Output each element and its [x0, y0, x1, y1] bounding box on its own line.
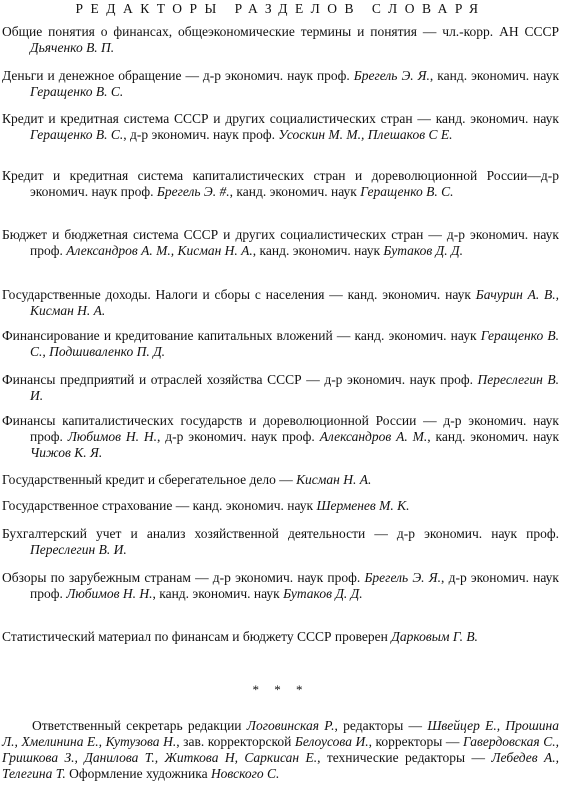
- staff-text: , зав. корректорской: [176, 734, 292, 749]
- staff-name: Новского С.: [210, 766, 280, 781]
- entry-section: Статистический материал по финансам и бюджету СССР проверен: [2, 629, 388, 644]
- entry-tail: , канд. экономич. наук: [429, 68, 560, 83]
- entry-editors: Брегель Э. #.: [156, 184, 230, 199]
- entry-section: Кредит и кредитная система СССР и других социалистических стран — канд. экономич. наук: [2, 111, 559, 126]
- staff-text: , технические редакторы —: [317, 750, 485, 765]
- staff-name: Лебедев А., Телегина Т.: [2, 750, 559, 781]
- entry-section: Финансирование и кредитование капитальных вложений — канд. экономич. наук: [2, 328, 477, 343]
- entry-section: Бюджет и бюджетная система СССР и других социалистических стран — д-р экономич. наук проф.: [2, 227, 559, 258]
- entry-tail: , канд. экономич. наук: [252, 243, 381, 258]
- entry-section: Кредит и кредитная система капиталистических стран и дореволюционной России—д-р экономич. наук проф.: [2, 168, 559, 199]
- entry-editors: Дьяченко В. П.: [30, 40, 115, 55]
- editorial-staff-paragraph: [2, 718, 559, 782]
- entry-editors-2: Бутаков Д. Д.: [383, 243, 463, 258]
- entry-money-circulation: [2, 68, 559, 100]
- entry-editors: Шерменев М. К.: [316, 498, 410, 513]
- staff-text: , корректоры —: [368, 734, 460, 749]
- entry-editors: Дарковым Г. В.: [391, 629, 478, 644]
- entry-editors: Брегель Э. Я.: [353, 68, 430, 83]
- entry-tail-2: , канд. экономич. наук: [152, 586, 280, 601]
- entry-section: Государственные доходы. Налоги и сборы с населения — канд. экономич. наук: [2, 287, 471, 302]
- entry-state-insurance: [2, 498, 559, 514]
- entry-editors: Переслегин В. И.: [30, 542, 127, 557]
- entry-editors-3: Чижов К. Я.: [30, 445, 103, 460]
- entry-section: Общие понятия о финансах, общеэкономические термины и понятия — чл.-корр. АН СССР: [2, 24, 559, 39]
- entry-editors: Любимов Н. Н.: [67, 429, 158, 444]
- entry-editors: Брегель Э. Я.: [364, 570, 441, 585]
- entry-section: Обзоры по зарубежным странам — д-р экономич. наук проф.: [2, 570, 361, 585]
- entry-budget-system: [2, 227, 559, 259]
- entry-tail: , д-р экономич. наук проф.: [123, 127, 276, 142]
- entry-editors-3: Бутаков Д. Д.: [283, 586, 363, 601]
- entry-general-concepts: [2, 24, 559, 56]
- staff-name: Логовинская Р.: [246, 718, 335, 733]
- entry-section: Деньги и денежное обращение — д-р экономич. наук проф.: [2, 68, 350, 83]
- entry-credit-ussr: [2, 111, 559, 143]
- staff-name: Белоусова И.: [294, 734, 369, 749]
- staff-text: Оформление художника: [65, 766, 208, 781]
- entry-foreign-overviews: [2, 570, 559, 602]
- entry-tail-2: , канд. экономич. наук: [427, 429, 559, 444]
- entry-editors-2: Геращенко В. С.: [30, 84, 124, 99]
- entry-editors-2: Усоскин М. М., Плешаков С Е.: [278, 127, 453, 142]
- entry-editors: Геращенко В. С., Подшиваленко П. Д.: [30, 328, 559, 359]
- entry-statistics: [2, 629, 559, 645]
- entry-editors: Кисман Н. А.: [296, 472, 372, 487]
- entry-editors: Бачурин А. В., Кисман Н. А.: [30, 287, 560, 318]
- entry-capitalist-state-finance: [2, 413, 559, 461]
- entry-section: Бухгалтерский учет и анализ хозяйственной деятельности — д-р экономич. наук проф.: [2, 526, 559, 541]
- entry-editors-2: Любимов Н. Н.: [66, 586, 153, 601]
- entry-tail: , д-р экономич. наук проф.: [30, 570, 559, 601]
- entry-state-credit: [2, 472, 559, 488]
- staff-name: Гавердовская С., Гришкова З., Данилова Т., Житкова Н, Саркисан Е.: [2, 734, 560, 765]
- entry-section: Государственный кредит и сберегательное дело —: [2, 472, 293, 487]
- entry-section: Государственное страхование — канд. экономич. наук: [2, 498, 314, 513]
- entry-editors: Переслегин В. И.: [30, 372, 559, 403]
- entry-editors-2: Александров А. М.: [319, 429, 428, 444]
- entry-accounting: [2, 526, 559, 558]
- entry-editors: Геращенко В. С.: [30, 127, 124, 142]
- staff-name: Швейцер Е., Прошина Л., Хмелинина Е., Кутузова Н.: [2, 718, 559, 749]
- staff-text: , редакторы —: [334, 718, 423, 733]
- entry-section: Финансы капиталистических государств и дореволюционной России — д-р экономич. наук проф.: [2, 413, 559, 444]
- staff-text: Ответственный секретарь редакции: [32, 718, 242, 733]
- page-title: РЕДАКТОРЫ РАЗДЕЛОВ СЛОВАРЯ: [75, 1, 486, 16]
- entry-state-revenue: [2, 287, 559, 319]
- entry-section: Финансы предприятий и отраслей хозяйства СССР — д-р экономич. наук проф.: [2, 372, 473, 387]
- entry-credit-capitalist: [2, 168, 559, 200]
- entry-capital-investment: [2, 328, 559, 360]
- entry-editors-2: Геращенко В. С.: [360, 184, 454, 199]
- entry-tail: , канд. экономич. наук: [229, 184, 357, 199]
- entry-tail: , д-р экономич. наук проф.: [157, 429, 315, 444]
- section-separator: * * *: [252, 682, 309, 697]
- entry-enterprise-finance: [2, 372, 559, 404]
- entry-editors: Александров А. М., Кисман Н. А.: [66, 243, 253, 258]
